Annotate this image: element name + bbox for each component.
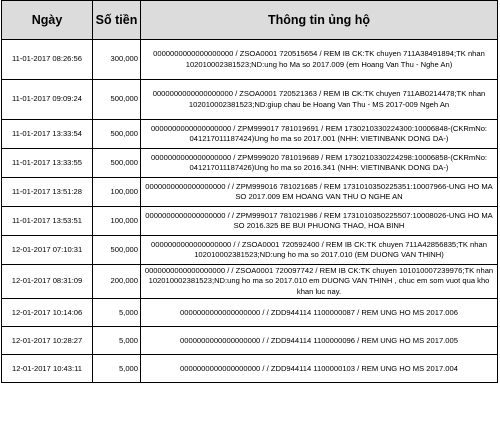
cell-info: 0000000000000000000 / / ZSOA0001 720097742 / REM IB CK:TK chuyen 101010007239976;TK nhan 102010002381523;ND:ung ho ma so 2017.010 em DUONG VAN THINH , chuc em som vuot qua kho khan luc nay. (141, 265, 498, 299)
cell-date: 12-01-2017 08:31:09 (2, 265, 93, 299)
header-amount: Số tiền (93, 1, 141, 40)
cell-date: 12-01-2017 10:14:06 (2, 299, 93, 327)
cell-date: 11-01-2017 08:26:56 (2, 40, 93, 80)
table-row (2, 149, 498, 178)
cell-amount: 300,000 (93, 40, 141, 80)
cell-amount: 500,000 (93, 149, 141, 178)
table-row (2, 120, 498, 149)
table-row (2, 299, 498, 327)
cell-date: 11-01-2017 13:33:54 (2, 120, 93, 149)
cell-amount: 200,000 (93, 265, 141, 299)
cell-amount: 5,000 (93, 355, 141, 383)
cell-info: 0000000000000000000 / / ZDD944114 1100000096 / REM UNG HO MS 2017.005 (141, 327, 498, 355)
cell-date: 11-01-2017 13:51:28 (2, 178, 93, 207)
cell-date: 11-01-2017 09:09:24 (2, 80, 93, 120)
cell-info: 0000000000000000000 / ZSOA0001 720521363 / REM IB CK:TK chuyen 711AB0214478;TK nhan 102010002381523;ND:giup chau be Hoang Van Thu - MS 2017-009 Ngeh An (141, 80, 498, 120)
header-info: Thông tin ủng hộ (141, 1, 498, 40)
cell-info: 0000000000000000000 / ZPM999017 781019691 / REM 17302103302243​00:10006848-(CKRmNo: 041217011187424)Ung ho ma so 2017.001 (NHH: VIETINBANK DONG DA-) (141, 120, 498, 149)
cell-date: 12-01-2017 07:10:31 (2, 236, 93, 265)
cell-info: 0000000000000000000 / ZPM999020 781019689 / REM 1730210330224298:10006858-(CKRmNo: 041217011187426)Ung ho ma so 2016.341 (NHH: VIETINBANK DONG DA-) (141, 149, 498, 178)
cell-info: 0000000000000000000 / / ZPM999016 781021685 / REM 1731010350225351:10007966-UNG HO MA SO 2017.009 EM HOANG VAN THU O NGHE AN (141, 178, 498, 207)
cell-amount: 100,000 (93, 207, 141, 236)
table-row (2, 355, 498, 383)
cell-amount: 5,000 (93, 299, 141, 327)
table-body (2, 40, 498, 383)
table-row (2, 80, 498, 120)
cell-info: 0000000000000000000 / / ZDD944114 1100000103 / REM UNG HO MS 2017.004 (141, 355, 498, 383)
cell-date: 12-01-2017 10:28:27 (2, 327, 93, 355)
cell-date: 11-01-2017 13:53:51 (2, 207, 93, 236)
cell-amount: 500,000 (93, 80, 141, 120)
table-header (2, 1, 498, 40)
header-row (2, 1, 498, 40)
table-row (2, 265, 498, 299)
cell-info: 0000000000000000000 / / ZSOA0001 720592400 / REM IB CK:TK chuyen 711A42856835;TK nhan 102010002381523;ND:ung ho ma so 2017.010 (EM DUONG VAN THINH) (141, 236, 498, 265)
cell-amount: 500,000 (93, 120, 141, 149)
cell-date: 12-01-2017 10:43:11 (2, 355, 93, 383)
table-row (2, 40, 498, 80)
cell-info: 0000000000000000000 / / ZDD944114 1100000087 / REM UNG HO MS 2017.006 (141, 299, 498, 327)
cell-amount: 100,000 (93, 178, 141, 207)
table-row (2, 236, 498, 265)
cell-amount: 5,000 (93, 327, 141, 355)
donation-table (1, 0, 498, 383)
cell-date: 11-01-2017 13:33:55 (2, 149, 93, 178)
cell-info: 0000000000000000000 / ZSOA0001 720515654 / REM IB CK:TK chuyen 711A38491894;TK nhan 102010002381523;ND:ung ho Ma so 2017.009 (em Hoang Van Thu - Nghe An) (141, 40, 498, 80)
cell-info: 0000000000000000000 / / ZPM999017 781021986 / REM 1731010350225507:10008026-UNG HO MA SO 2016.325 BE BUI PHUONG THAO, HOA BINH (141, 207, 498, 236)
header-date: Ngày (2, 1, 93, 40)
table-row (2, 327, 498, 355)
table-row (2, 207, 498, 236)
cell-amount: 500,000 (93, 236, 141, 265)
table-row (2, 178, 498, 207)
